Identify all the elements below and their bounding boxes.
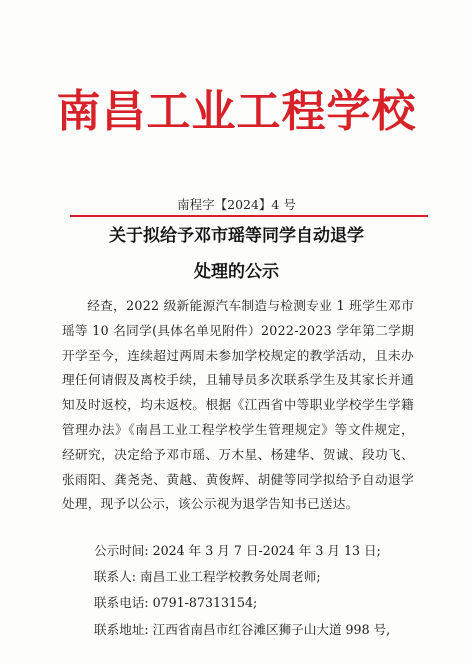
contact-phone-line: [94, 594, 257, 612]
contact-phone-value: 0791-87313154;: [148, 595, 258, 610]
masthead-school-name: 南昌工业工程学校: [56, 86, 417, 137]
notice-title-line-2: 处理的公示: [194, 262, 279, 282]
contact-person-value: 南昌工业工程学校教务处周老师;: [136, 569, 321, 584]
publicity-period-label: 公示时间:: [94, 543, 149, 558]
contact-person-line: [94, 568, 321, 586]
publicity-period-line: [94, 542, 381, 560]
contact-address-value: 江西省南昌市红谷滩区狮子山大道 998 号,: [148, 622, 391, 637]
red-divider-rule: [70, 215, 428, 217]
document-number: 南程字【2024】4 号: [177, 197, 296, 212]
contact-phone-label: 联系电话:: [94, 595, 149, 610]
contact-person-label: 联系人:: [94, 569, 137, 584]
notice-body-paragraph: 经查，2022 级新能源汽车制造与检测专业 1 班学生邓市瑶等 10 名同学(具体名单见附件）2022-2023 学年第二学期开学至今，连续超过两周未参加学校规定的教学活动，且未办理任何请假及离校手续，且辅导员多次联系学生及其家长并通知及时返校，均未返校。根据《江西省中等职业学校学生学籍管理办法》《南昌工业工程学校学生管理规定》等文件规定，经研究，决定给予邓市瑶、万木星、杨建华、贺诚、段功飞、张雨阳、龚尧尧、黄越、黄俊辉、胡健等同学拟给予自动退学处理，现予以公示，该公示视为退学告知书已送达。: [62, 298, 414, 512]
notice-title-line-1: 关于拟给予邓市瑶等同学自动退学: [109, 226, 364, 246]
publicity-period-value: 2024 年 3 月 7 日-2024 年 3 月 13 日;: [148, 543, 381, 558]
contact-address-label: 联系地址:: [94, 622, 149, 637]
contact-address-line: [94, 621, 390, 639]
